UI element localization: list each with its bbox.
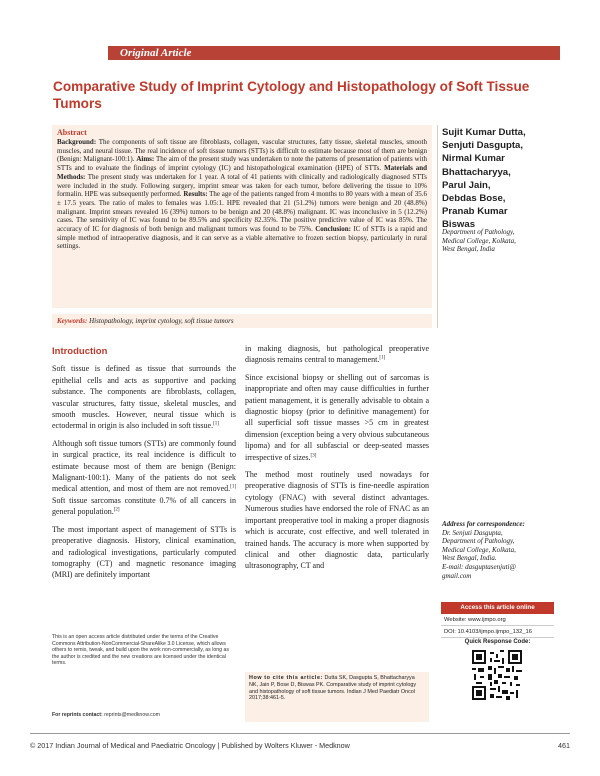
background-text: The components of soft tissue are fibroblasts, collagen, vascular structures, fatty tissue, skeletal muscles, smooth muscles, and neural tissue. The real incidence of soft tissue tumors (STTs) is difficult to estimate because most of them are benign (Benign: Malignant-100:1).: [57, 138, 427, 164]
paragraph: [52, 524, 236, 581]
abstract-heading: Abstract: [57, 128, 87, 137]
citation[interactable]: [1]: [230, 484, 236, 490]
citation[interactable]: [2]: [113, 507, 120, 513]
conclusion-text: IC of STTs is a rapid and simple method of intraoperative diagnosis, and it can serve as a viable alternative to frozen section biopsy, particularly in rural settings.: [57, 225, 428, 251]
correspondence-line: Department of Pathology,: [442, 537, 515, 546]
reprints-line: [52, 712, 160, 718]
open-access-notice: This is an open access article distributed under the terms of the Creative Commons Attribution-NonCommercial-ShareAlike 3.0 License, which allows others to remix, tweak, and build upon the work non-commercially, as long as the author is credited and the new creations are licensed under the identical terms.: [52, 634, 229, 667]
paragraph-text: Although soft tissue tumors (STTs) are commonly found in surgical practice, its real incidence is difficult to estimate because most of them are benign (Benign: Malignant-100:1). Many of the patients do not seek medical attention, and most of them are not removed.: [52, 438, 236, 494]
author: Senjuti Dasgupta,: [442, 140, 524, 152]
author: Nirmal Kumar: [442, 153, 505, 165]
correspondence-block: [442, 520, 552, 580]
citation[interactable]: [3]: [310, 453, 317, 458]
author-affiliation: [442, 228, 552, 254]
abstract-text: [57, 138, 427, 251]
paragraph: [245, 343, 429, 366]
citation[interactable]: [1]: [379, 355, 386, 361]
paragraph-text: The most important aspect of management of STTs is preoperative diagnosis. History, clinical examination, and radiological investigations, particularly computed tomography (CT) and magnetic resonance imaging (MRI) are definitely important: [52, 524, 236, 580]
citation[interactable]: [1]: [213, 421, 219, 427]
correspondence-line: Dr. Senjuti Dasgupta,: [442, 528, 503, 537]
results-text: The age of the patients ranged from 4 months to 80 years with a mean of 35.6 ± 17.5 years. The ratio of males to females was 1.05:1. HPE revealed that 21 (51.2%) tumors were benign and 20 (48.8%) malignant. Imprint smears revealed 16 (39%) tumors to be benign and 20 (48.8%) malignant. IC was inconclusive in 5 (12.2%) cases. The sensitivity of IC was found to be 89.5% and specificity 82.35%. The positive predictive value of IC was 85%. The accuracy of IC for diagnosis of both benign and malignant tumors was found to be 75%.: [57, 190, 428, 234]
article-title: Comparative Study of Imprint Cytology and Histopathology of Soft Tissue Tumors: [53, 79, 530, 111]
methods-label: Materials and Methods:: [57, 164, 428, 181]
conclusion-label: Conclusion:: [315, 225, 351, 234]
paragraph: [245, 372, 429, 463]
qr-code-icon[interactable]: [472, 650, 522, 700]
paragraph-text: Soft tissue is defined as tissue that surrounds the epithelial cells and acts as supportive and packing substance. The components are fibroblasts, collagen, vascular structures, fatty tissue, skeletal muscles, and smooth muscles. However, neural tissue which is ectodermal in origin is also included in soft tissue.: [52, 364, 236, 431]
paragraph-text: in making diagnosis, but pathological preoperative diagnosis remains central to management.: [245, 344, 429, 365]
aims-text: The aim of the present study was undertaken to note the patterns of presentation of patients with STTs and to evaluate the findings of imprint cytology (IC) and histopathological examination (HPE) of STTs.: [57, 155, 427, 173]
reprints-email[interactable]: reprints@medknow.com: [104, 712, 160, 718]
paragraph-text: Since excisional biopsy or shelling out of sarcomas is inappropriate and often may cause difficulties in further patient management, it is generally advisable to obtain a diagnostic biopsy (prior to definitive management) for all superficial soft tissue masses >5 cm in greatest dimension (exception being a very obvious subcutaneous lipoma) and for all subfascial or deep-seated masses irrespective of sizes.: [245, 372, 429, 462]
abstract-box: [52, 125, 432, 308]
correspondence-line[interactable]: gmail.com: [442, 571, 472, 580]
doi-link[interactable]: DOI: 10.4103/ijmpo.ijmpo_132_16: [441, 626, 554, 638]
page-number: 461: [558, 741, 570, 750]
introduction-heading: Introduction: [52, 346, 108, 357]
author: Sujit Kumar Dutta,: [442, 127, 526, 138]
affiliation-line: West Bengal, India: [442, 245, 495, 253]
cite-label: How to cite this article:: [249, 675, 324, 681]
keywords-box: [52, 314, 432, 328]
paragraph: [52, 438, 236, 518]
article-type-banner: Original Article: [108, 46, 560, 60]
results-label: Results:: [183, 190, 208, 199]
sidebar-divider: [437, 125, 438, 328]
author: Pranab Kumar: [442, 206, 508, 218]
affiliation-line: Medical College, Kolkata,: [442, 236, 516, 245]
paragraph-text: Soft tissue sarcomas constitute 0.7% of all cancers in general population.: [52, 495, 236, 517]
aims-label: Aims:: [136, 155, 155, 164]
author-list: [442, 126, 552, 232]
correspondence-label: Address for correspondence:: [442, 520, 525, 528]
correspondence-line: West Bengal, India.: [442, 554, 497, 563]
citation-box: [245, 672, 429, 722]
footer-divider: [30, 733, 570, 734]
qr-code-label: Quick Response Code:: [464, 639, 531, 645]
background-label: Background:: [57, 138, 97, 146]
paragraph: [52, 363, 236, 431]
access-online-heading: Access this article online: [441, 602, 554, 614]
body-column-2: [245, 343, 429, 578]
author: Bhattacharyya,: [442, 166, 511, 178]
reprints-label: For reprints contact:: [52, 712, 103, 718]
correspondence-line[interactable]: E-mail: dasguptasenjuti@: [442, 562, 516, 571]
correspondence-line: Medical College, Kolkata,: [442, 545, 516, 554]
keywords-text: Histopathology, imprint cytology, soft tissue tumors: [89, 317, 234, 325]
cite-text: Dutta SK, Dasgupta S, Bhattacharyya NK, Jain P, Bose D, Biswas PK. Comparative study of imprint cytology and histopathology of soft tissue tumors. Indian J Med Paediatr Oncol 2017;38:461-5.: [249, 675, 417, 702]
methods-text: The present study was undertaken for 1 year. A total of 41 patients with clinically and radiologically diagnosed STTs were included in the study. Following surgery, imprint smear was taken for each tumor, before delivering the tissue to 10% formalin. HPE was subsequently performed.: [57, 172, 427, 199]
paragraph: [245, 469, 429, 572]
author: Parul Jain,: [442, 179, 491, 191]
keywords-label: Keywords:: [57, 317, 88, 325]
website-link[interactable]: Website: www.ijmpo.org: [441, 614, 554, 626]
body-column-1: [52, 346, 236, 587]
author: Debdas Bose,: [442, 193, 506, 205]
author: Biswas: [442, 219, 476, 231]
paragraph-text: The method most routinely used nowadays for preoperative diagnosis of STTs is fine-needle aspiration cytology (FNAC) with several distinct advantages. Numerous studies have endorsed the role of FNAC as an important preoperative tool in making a proper diagnosis which is accurate, cost effective, and well tolerated in trained hands. The accuracy is more when supported by clinical and other diagnostic data, particularly ultrasonography, CT and: [245, 470, 429, 571]
affiliation-line: Department of Pathology,: [442, 228, 515, 236]
footer-copyright: © 2017 Indian Journal of Medical and Paediatric Oncology | Published by Wolters Kluwer - Medknow: [30, 741, 350, 750]
